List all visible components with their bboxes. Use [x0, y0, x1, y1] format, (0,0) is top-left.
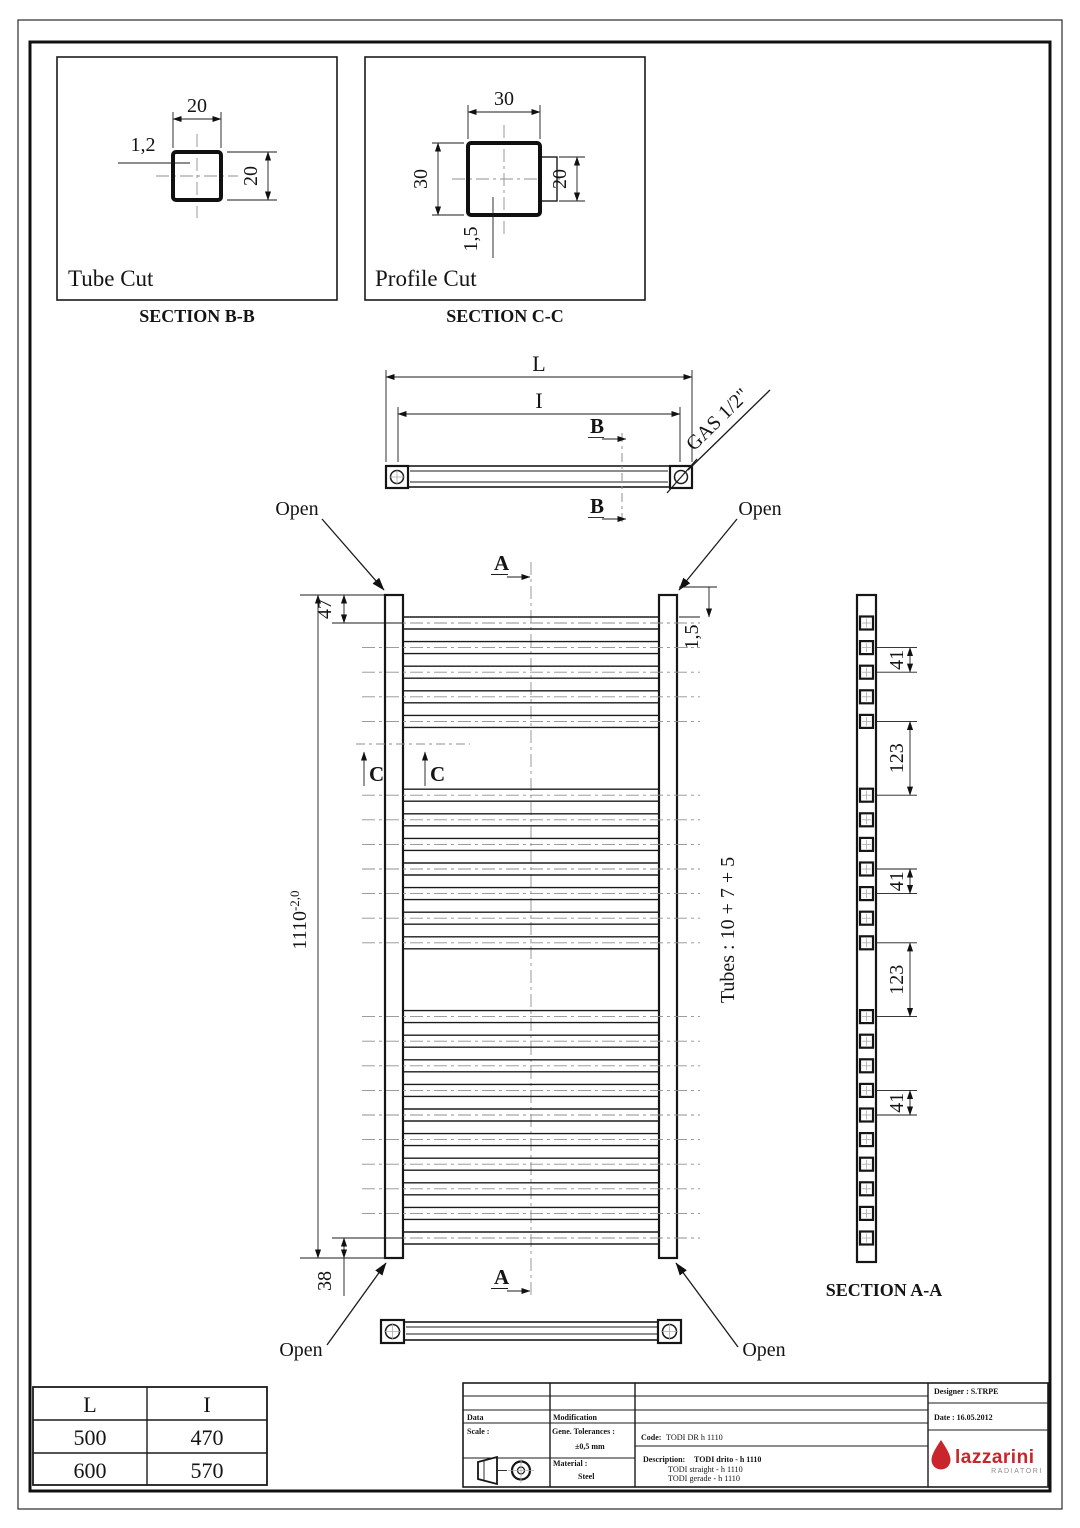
aa-dim-123a: 123	[886, 743, 908, 774]
dim-height: 20	[240, 166, 262, 186]
cell-L-600: 600	[73, 1458, 107, 1483]
open-label-bottom-right: Open	[742, 1339, 786, 1361]
right-column	[659, 595, 677, 1258]
section-bb-view	[57, 57, 337, 326]
front-view	[275, 498, 785, 1361]
section-title: SECTION B-B	[139, 306, 255, 326]
aa-dim-41a: 41	[886, 649, 908, 670]
dim-wall: 1,5	[460, 226, 482, 252]
date-field: Date : 16.05.2012	[934, 1413, 993, 1422]
scale-label: Scale :	[467, 1427, 490, 1436]
cell-I-470: 470	[190, 1425, 224, 1450]
detail-label: Profile Cut	[375, 266, 477, 291]
cell-L-500: 500	[73, 1425, 107, 1450]
col-header-I: I	[203, 1392, 211, 1417]
bottom-bar	[383, 1322, 680, 1340]
cut-mark-A-bottom: A	[494, 1265, 510, 1289]
dim-tube-wall: 1,5	[681, 624, 703, 650]
dim-inner-I: I	[535, 388, 543, 413]
dim-wall: 1,2	[130, 134, 156, 156]
section-title: SECTION C-C	[446, 306, 564, 326]
col-header-L: L	[83, 1392, 97, 1417]
description-line2: TODI straight - h 1110	[668, 1465, 743, 1474]
modification-label: Modification	[553, 1413, 597, 1422]
dim-width: 20	[187, 95, 207, 117]
section-aa-view	[826, 595, 943, 1300]
detail-box	[57, 57, 337, 300]
top-bar	[386, 466, 692, 487]
description-label: Description:	[643, 1455, 686, 1464]
title-block	[463, 1383, 1048, 1487]
brand-subtitle: RADIATORI	[991, 1468, 1043, 1475]
code-value: TODI DR h 1110	[666, 1433, 723, 1442]
data-label: Data	[467, 1413, 484, 1422]
cut-mark-A-top: A	[494, 551, 510, 575]
gas-label: GAS 1/2"	[682, 384, 754, 456]
bottom-view	[381, 1320, 681, 1343]
dim-height: 30	[410, 169, 432, 189]
open-label-bottom-left: Open	[279, 1339, 323, 1361]
aa-dim-41c: 41	[886, 1092, 908, 1113]
brand-name: lazzarini	[955, 1447, 1035, 1468]
designer-field: Designer : S.TRPE	[934, 1387, 999, 1396]
cell-I-570: 570	[190, 1458, 224, 1483]
cut-mark-B-top: B	[590, 414, 605, 438]
aa-dim-41b: 41	[886, 871, 908, 892]
open-label-top-right: Open	[738, 498, 782, 520]
open-label-top-left: Open	[275, 498, 319, 520]
section-cc-view	[365, 57, 645, 326]
left-column	[385, 595, 403, 1258]
dim-length-L: L	[532, 351, 546, 376]
dim-width: 30	[494, 88, 514, 110]
dim-height-value: 1110	[289, 911, 311, 950]
dim-overall-height	[287, 890, 311, 949]
detail-label: Tube Cut	[68, 266, 154, 291]
cut-mark-C-left: C	[369, 762, 385, 786]
tubes-count-label: Tubes : 10 + 7 + 5	[717, 856, 739, 1004]
tolerances-label: Gene. Tolerances :	[552, 1427, 615, 1436]
tolerances-value: ±0,5 mm	[575, 1442, 605, 1451]
description-value: TODI drito - h 1110	[694, 1455, 762, 1464]
code-label: Code:	[641, 1433, 662, 1442]
material-label: Material :	[553, 1459, 588, 1468]
cut-mark-B-bottom: B	[590, 494, 605, 518]
dim-tube: 20	[549, 169, 571, 189]
dim-bottom-offset: 38	[314, 1271, 336, 1291]
size-table	[33, 1387, 267, 1485]
description-line3: TODI gerade - h 1110	[668, 1474, 740, 1483]
top-view	[386, 351, 770, 522]
aa-dim-123b: 123	[886, 964, 908, 995]
cut-mark-C-right: C	[430, 762, 446, 786]
dim-top-offset: 47	[314, 599, 336, 619]
material-value: Steel	[578, 1472, 595, 1481]
dim-height-tolerance: -2,0	[287, 890, 302, 912]
section-title: SECTION A-A	[825, 1280, 943, 1300]
